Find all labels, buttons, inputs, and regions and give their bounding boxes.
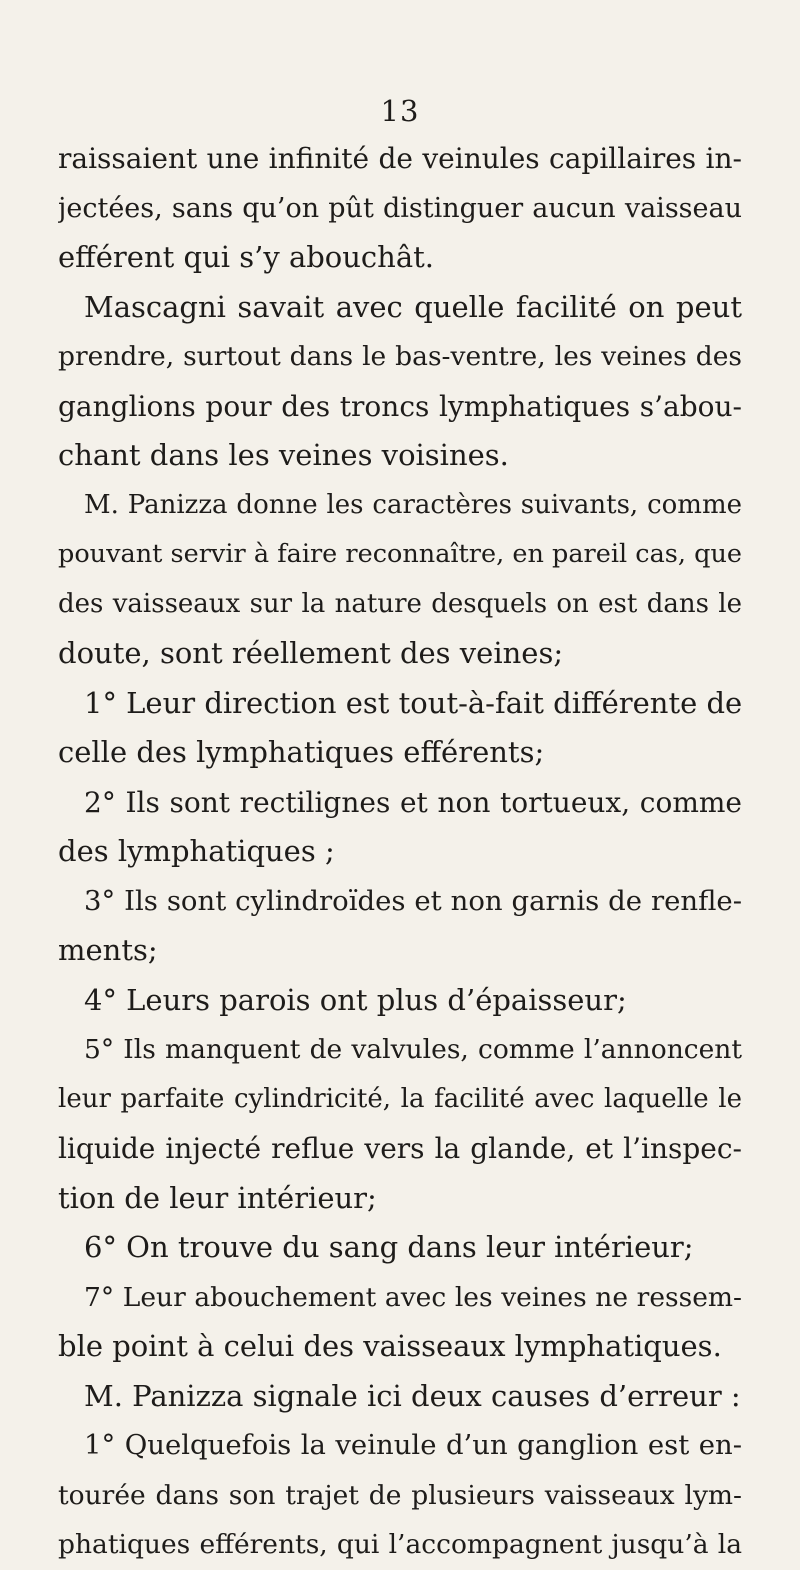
text-line: M. Panizza donne les caractères suivants, comme xyxy=(84,489,742,520)
text-line: 6° On trouve du sang dans leur intérieur; xyxy=(84,1230,694,1264)
text-line: efférent qui s’y abouchât. xyxy=(58,240,435,274)
text-line: des vaisseaux sur la nature desquels on est dans le xyxy=(58,588,742,619)
page-number: 13 xyxy=(380,94,420,128)
text-line: doute, sont réellement des veines; xyxy=(58,636,564,670)
text-line: prendre, surtout dans le bas-ventre, les veines des xyxy=(58,341,742,372)
text-line: 1° Quelquefois la veinule d’un ganglion est en- xyxy=(84,1429,742,1461)
text-line: ble point à celui des vaisseaux lymphatiques. xyxy=(58,1329,722,1363)
text-line: ganglions pour des troncs lymphatiques s’abou- xyxy=(58,389,742,423)
text-line: tourée dans son trajet de plusieurs vaisseaux lym- xyxy=(58,1479,742,1511)
text-line: ments; xyxy=(58,933,158,967)
text-line: 7° Leur abouchement avec les veines ne ressem- xyxy=(84,1281,742,1313)
text-line: M. Panizza signale ici deux causes d’erreur : xyxy=(84,1378,741,1413)
text-line: 5° Ils manquent de valvules, comme l’annoncent xyxy=(84,1034,742,1065)
text-line: jectées, sans qu’on pût distinguer aucun vaisseau xyxy=(58,192,742,224)
text-line: 2° Ils sont rectilignes et non tortueux, comme xyxy=(84,785,742,819)
text-line: leur parfaite cylindricité, la facilité avec laquelle le xyxy=(58,1083,742,1114)
text-line: raissaient une infinité de veinules capillaires in- xyxy=(58,142,742,175)
text-line: liquide injecté reflue vers la glande, et l’inspec- xyxy=(58,1132,742,1165)
text-line: Mascagni savait avec quelle facilité on peut xyxy=(84,289,742,324)
text-line: des lymphatiques ; xyxy=(58,834,335,868)
text-line: phatiques efférents, qui l’accompagnent jusqu’à la xyxy=(58,1529,742,1560)
body-text xyxy=(58,134,742,1570)
text-line: 3° Ils sont cylindroïdes et non garnis de renfle- xyxy=(84,884,742,917)
text-line: chant dans les veines voisines. xyxy=(58,438,509,472)
text-line: 1° Leur direction est tout-à-fait différente de xyxy=(84,685,742,720)
text-line: pouvant servir à faire reconnaître, en pareil cas, que xyxy=(58,539,742,569)
text-line: 4° Leurs parois ont plus d’épaisseur; xyxy=(84,982,627,1017)
text-line: celle des lymphatiques efférents; xyxy=(58,735,545,769)
text-line: tion de leur intérieur; xyxy=(58,1180,377,1215)
